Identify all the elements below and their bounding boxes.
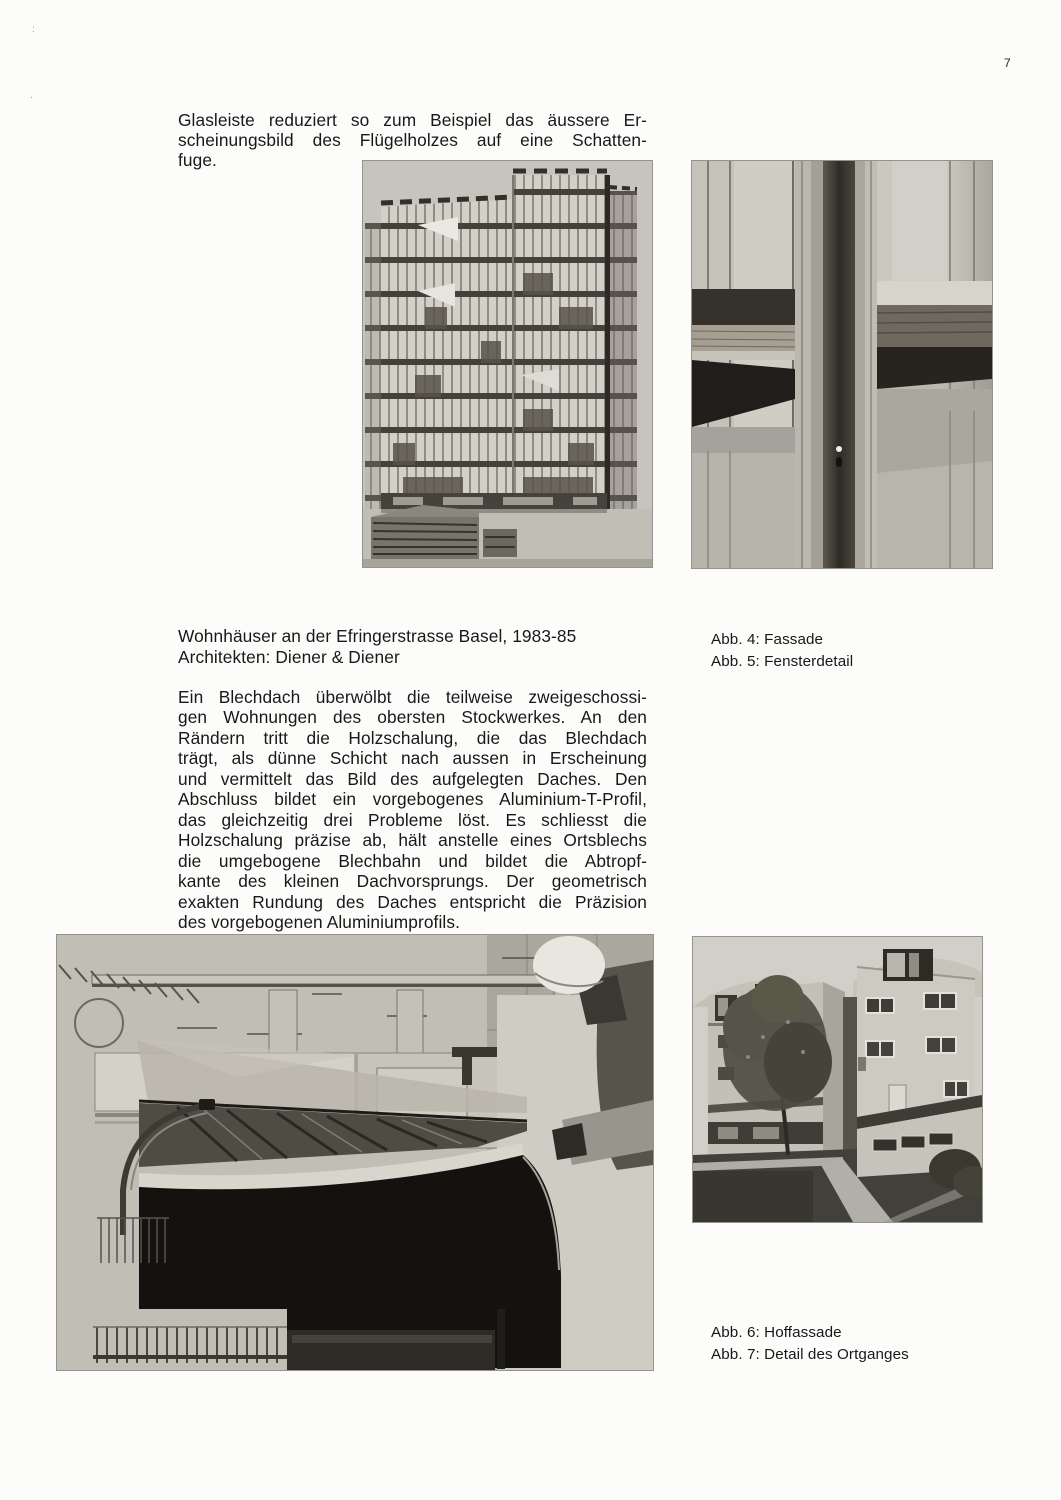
courtyard-facade-illustration (693, 937, 982, 1222)
roof-mockup-illustration (57, 935, 653, 1370)
section-title-line2: Architekten: Diener & Diener (178, 646, 400, 667)
body-line: kante des kleinen Dachvorsprungs. Der geometrisch (178, 871, 647, 892)
section-heading (178, 626, 658, 668)
body-line: Rändern tritt die Holzschalung, die das Blechdach (178, 727, 647, 748)
body-line: Ein Blechdach überwölbt die teilweise zweigeschossi- (178, 687, 647, 707)
body-line: und vermittelt das Bild des aufgelegten Daches. Den (178, 768, 647, 789)
caption-fig6: Abb. 6: Hoffassade (711, 1324, 842, 1341)
body-line: das gleichzeitig drei Probleme löst. Es schliesst die (178, 809, 647, 830)
body-line: exakten Rundung des Daches entspricht die Präzision (178, 891, 647, 912)
scan-speck: . (30, 90, 33, 101)
body-line: gen Wohnungen des obersten Stockwerkes. An den (178, 707, 647, 728)
body-paragraph (178, 687, 647, 932)
facade-building-illustration (363, 161, 652, 567)
caption-group-bottom (711, 1322, 909, 1366)
window-detail-illustration (692, 161, 992, 568)
body-line: Abschluss bildet ein vorgebogenes Aluminium-T-Profil, (178, 789, 647, 810)
photo-fensterdetail (692, 161, 992, 568)
photo-fassade (363, 161, 652, 567)
photo-ortgang-detail (57, 935, 653, 1370)
caption-fig4: Abb. 4: Fassade (711, 631, 824, 648)
caption-fig7: Abb. 7: Detail des Ortganges (711, 1346, 909, 1363)
photo-hoffassade (693, 937, 982, 1222)
intro-line: Glasleiste reduziert so zum Beispiel das äussere Er- (178, 110, 647, 130)
page-number: 7 (1004, 56, 1011, 70)
body-line: trägt, als dünne Schicht nach aussen in Erscheinung (178, 748, 647, 769)
body-line: die umgebogene Blechbahn und bildet die Abtropf- (178, 850, 647, 871)
caption-fig5: Abb. 5: Fensterdetail (711, 653, 854, 670)
section-title-line1: Wohnhäuser an der Efringerstrasse Basel, 1983-85 (178, 626, 577, 646)
scan-speck: : (32, 24, 35, 35)
caption-group-top (711, 629, 853, 673)
intro-line: scheinungsbild des Flügelholzes auf eine Schatten- (178, 129, 647, 150)
body-line: Holzschalung präzise ab, hält anstelle eines Ortsblechs (178, 830, 647, 851)
intro-line: fuge. (178, 149, 217, 170)
body-line: des vorgebogenen Aluminiumprofils. (178, 911, 460, 932)
